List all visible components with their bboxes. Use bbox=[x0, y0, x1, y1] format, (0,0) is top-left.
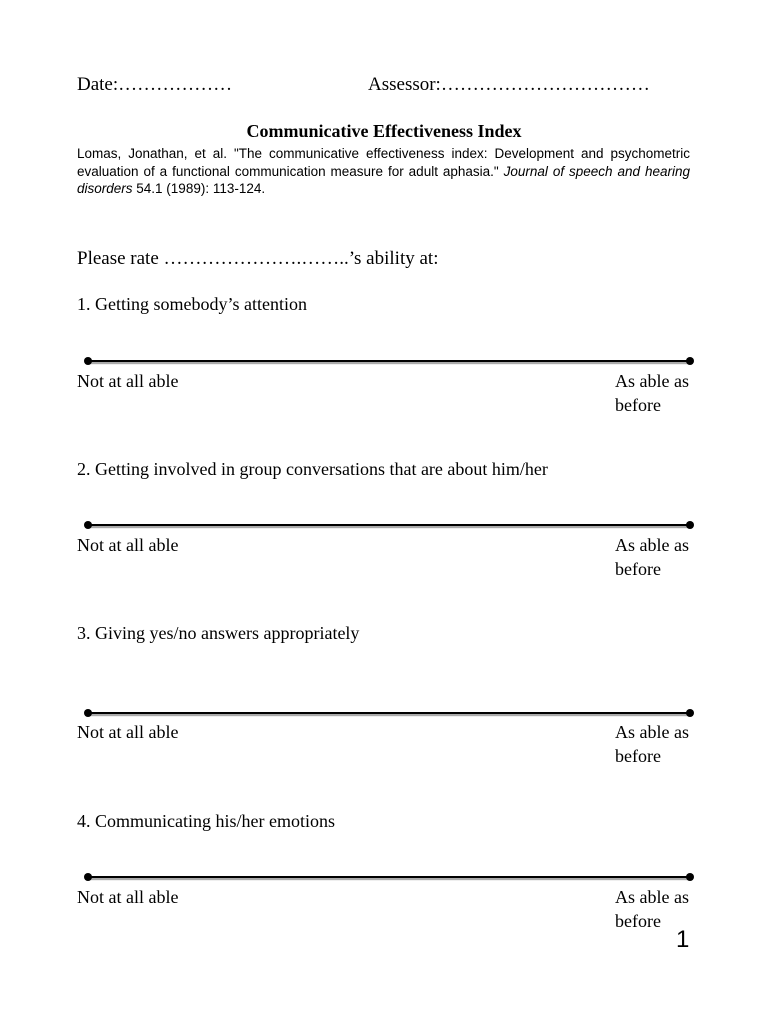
question-1: 1. Getting somebody’s attention bbox=[77, 294, 307, 314]
question-3: 3. Giving yes/no answers appropriately bbox=[77, 623, 360, 643]
scale-min-endpoint bbox=[84, 873, 92, 881]
rating-scale-4[interactable] bbox=[84, 873, 694, 883]
scale-max-label: As able as before bbox=[615, 887, 689, 931]
scale-min-endpoint bbox=[84, 521, 92, 529]
page-number: 1 bbox=[676, 926, 690, 953]
scale-min-label: Not at all able bbox=[77, 722, 179, 742]
page-title: Communicative Effectiveness Index bbox=[246, 121, 522, 141]
question-2: 2. Getting involved in group conversations that are about him/her bbox=[77, 459, 548, 479]
question-4: 4. Communicating his/her emotions bbox=[77, 811, 335, 831]
citation-text: Lomas, Jonathan, et al. "The communicative effectiveness index: Development and psychometric evaluation of a functional communication measure for adult aphasia." bbox=[77, 146, 690, 179]
scale-min-endpoint bbox=[84, 709, 92, 717]
date-field[interactable]: Date:……………… bbox=[77, 74, 233, 95]
scale-line[interactable] bbox=[88, 712, 690, 714]
scale-max-label: As able as before bbox=[615, 535, 689, 579]
citation-ref: 54.1 (1989): 113-124. bbox=[132, 181, 266, 196]
citation-journal: Journal of speech and hearing disorders bbox=[77, 163, 690, 196]
scale-max-endpoint bbox=[686, 873, 694, 881]
rating-prompt: Please rate ………………….……..’s ability at: bbox=[77, 248, 439, 269]
rating-scale-3[interactable] bbox=[84, 709, 694, 719]
scale-line[interactable] bbox=[88, 360, 690, 362]
rating-scale-2[interactable] bbox=[84, 521, 694, 531]
scale-min-label: Not at all able bbox=[77, 371, 179, 391]
scale-max-label: As able as before bbox=[615, 722, 689, 766]
scale-min-endpoint bbox=[84, 357, 92, 365]
scale-line[interactable] bbox=[88, 876, 690, 878]
citation bbox=[77, 145, 690, 198]
scale-min-label: Not at all able bbox=[77, 535, 179, 555]
scale-max-endpoint bbox=[686, 521, 694, 529]
scale-max-label: As able as before bbox=[615, 371, 689, 415]
rating-scale-1[interactable] bbox=[84, 357, 694, 367]
scale-max-endpoint bbox=[686, 709, 694, 717]
assessor-field[interactable]: Assessor:…………………………… bbox=[368, 74, 650, 95]
scale-max-endpoint bbox=[686, 357, 694, 365]
scale-min-label: Not at all able bbox=[77, 887, 179, 907]
scale-line[interactable] bbox=[88, 524, 690, 526]
